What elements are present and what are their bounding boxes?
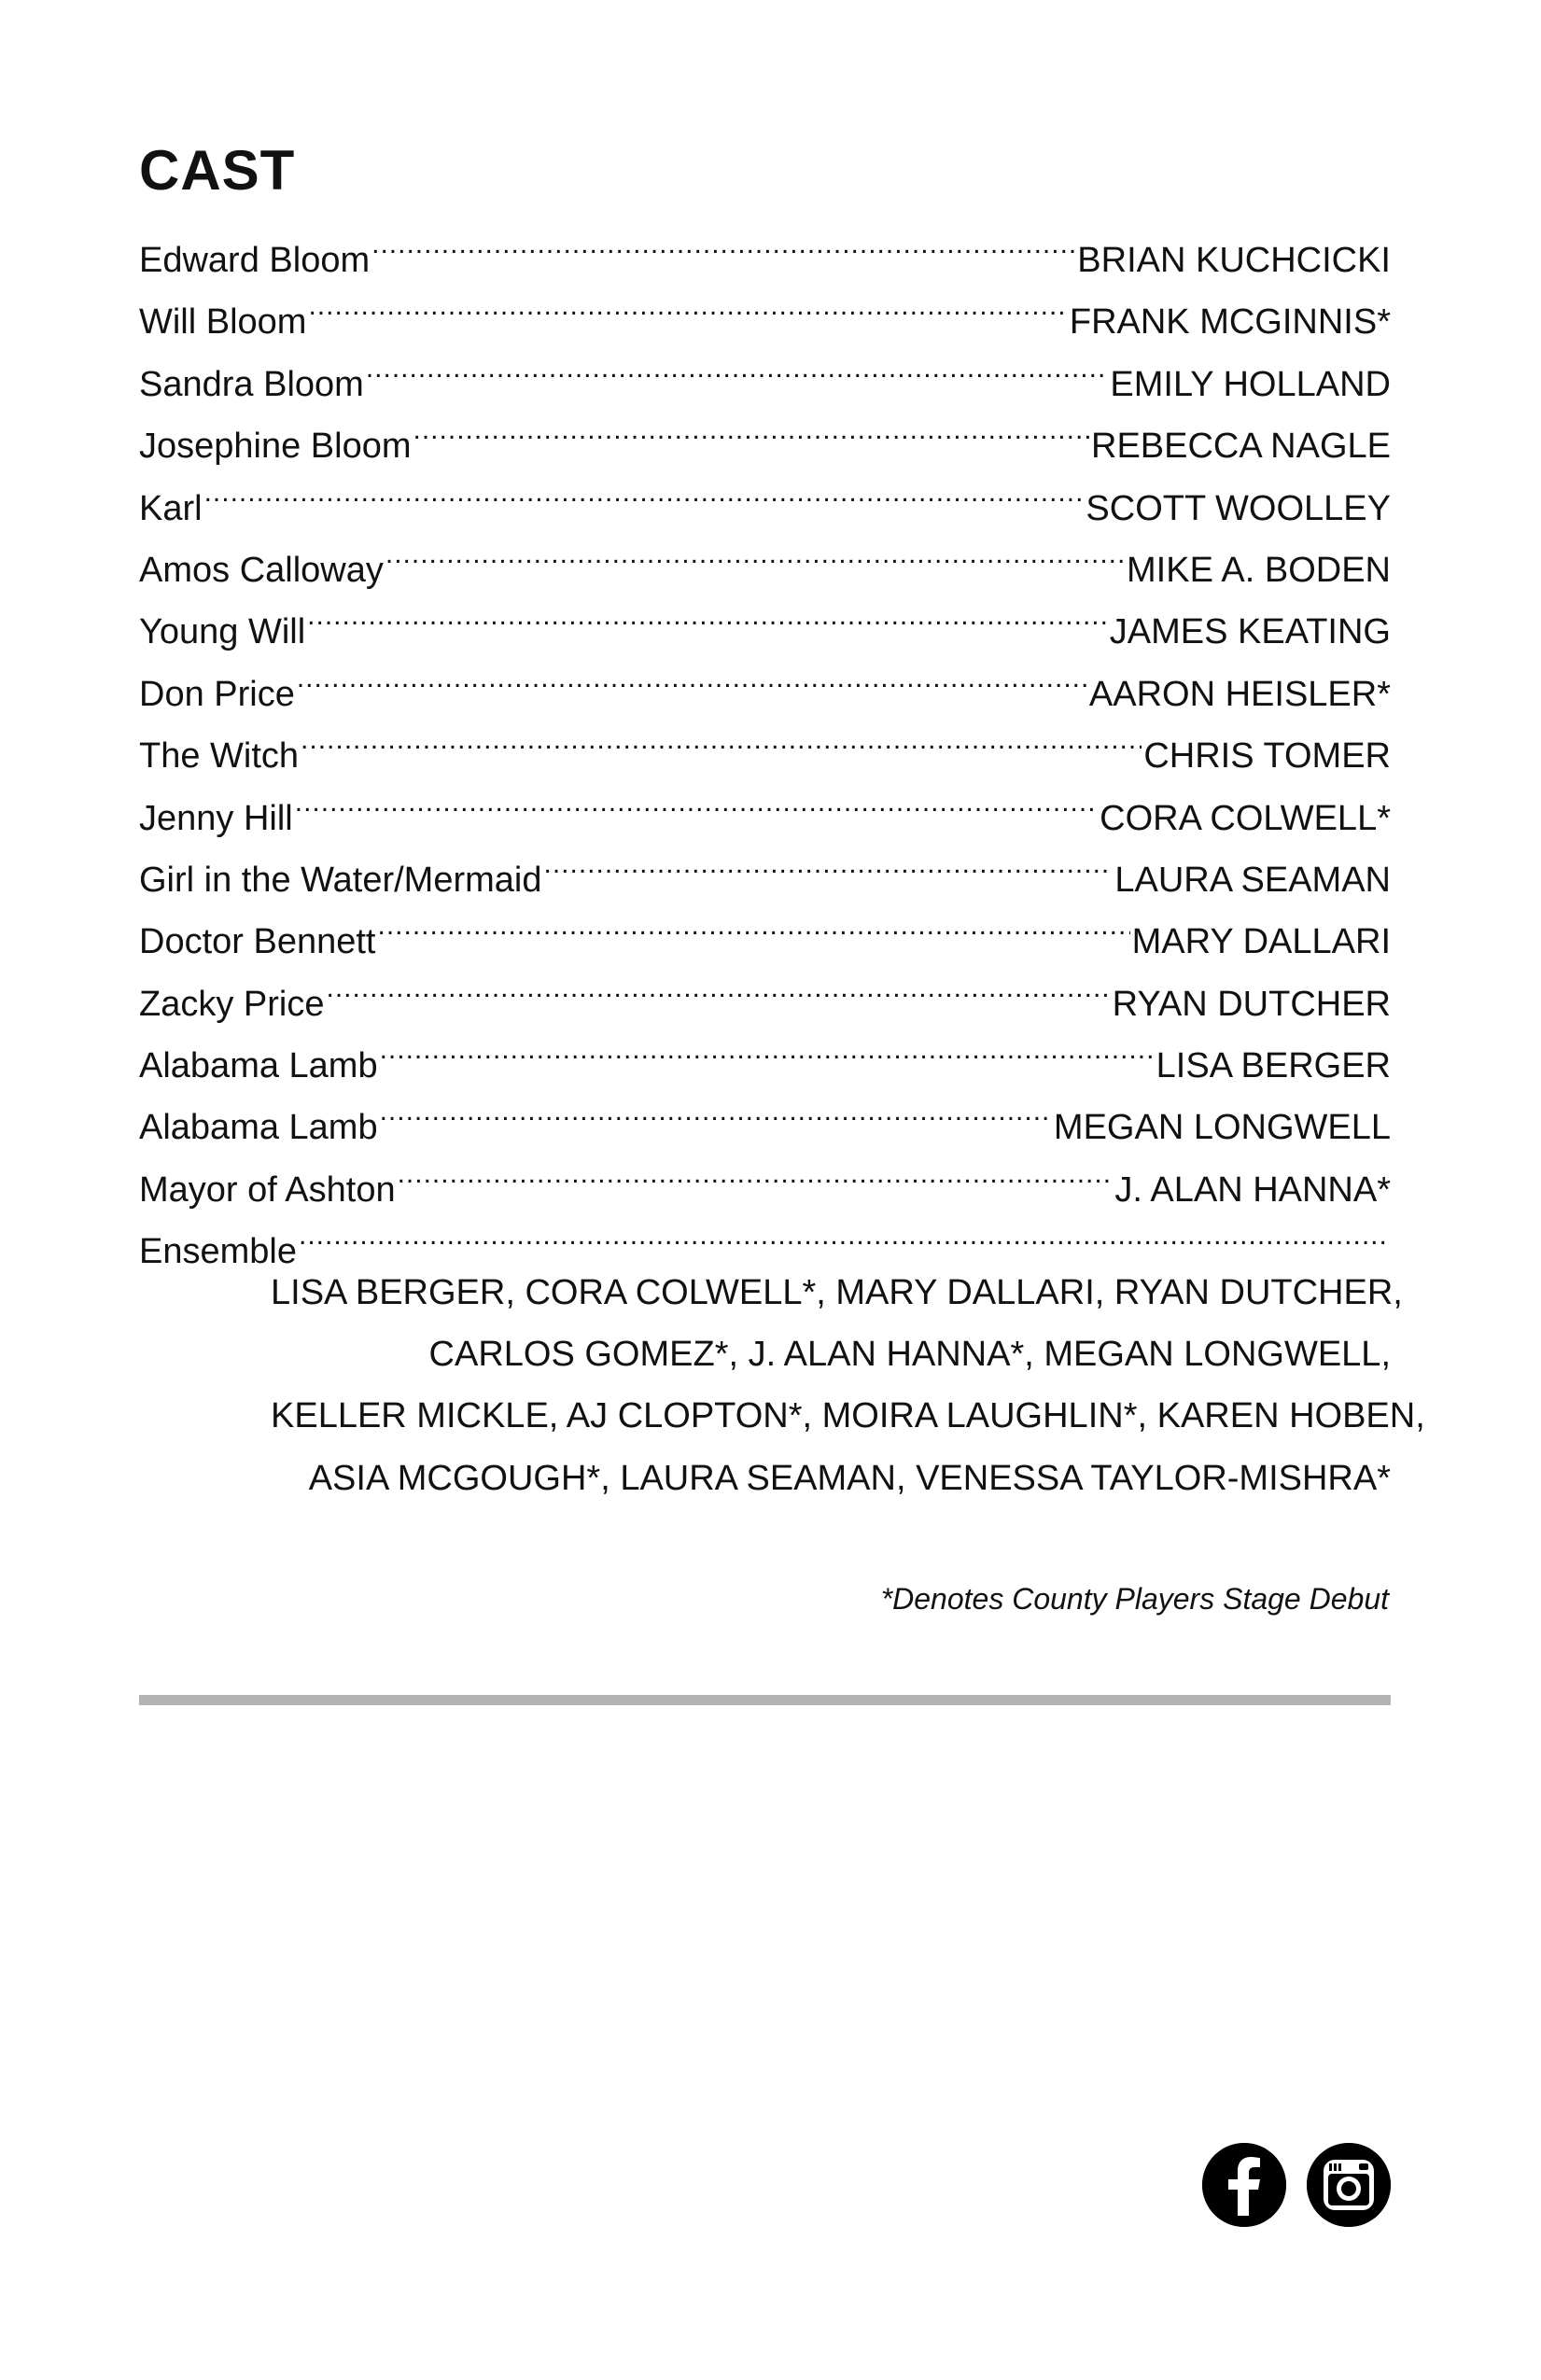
ensemble-line: KELLER MICKLE, AJ CLOPTON*, MOIRA LAUGHLIN*, KAREN HOBEN, [271,1396,1425,1436]
dot-leader [385,520,1125,581]
dot-leader [543,830,1113,891]
ensemble-line: CARLOS GOMEZ*, J. ALAN HANNA*, MEGAN LONGWELL, [428,1335,1391,1375]
dot-leader [398,1140,1114,1201]
actor-name: LAURA SEAMAN [1114,860,1391,900]
actor-name: EMILY HOLLAND [1110,364,1391,404]
facebook-icon[interactable] [1202,2143,1286,2227]
ensemble-names [271,1262,1425,1509]
actor-name: REBECCA NAGLE [1091,427,1391,467]
role-name: Ensemble [139,1232,297,1272]
cast-row [139,210,1391,280]
actor-name: LISA BERGER [1156,1046,1391,1086]
role-name: Josephine Bloom [139,427,412,467]
dot-leader [380,1077,1052,1139]
role-name: Jenny Hill [139,798,293,838]
role-name: Girl in the Water/Mermaid [139,860,542,900]
role-name: Karl [139,488,203,528]
role-name: Zacky Price [139,984,325,1024]
ensemble-line: ASIA MCGOUGH*, LAURA SEAMAN, VENESSA TAYLOR-MISHRA* [308,1458,1391,1498]
actor-name: BRIAN KUCHCICKI [1077,241,1391,280]
dot-leader [380,1015,1155,1077]
role-name: Sandra Bloom [139,364,364,404]
dot-leader [204,458,1085,520]
actor-name: RYAN DUTCHER [1112,984,1391,1024]
actor-name: SCOTT WOOLLEY [1086,488,1391,528]
actor-name: CORA COLWELL* [1100,798,1391,838]
instagram-icon[interactable] [1307,2143,1391,2227]
cast-row [139,1201,1391,1272]
dot-leader [297,644,1087,706]
actor-name: J. ALAN HANNA* [1114,1169,1391,1210]
social-links [1202,2143,1391,2227]
actor-name: CHRIS TOMER [1143,736,1391,777]
debut-footnote: *Denotes County Players Stage Debut [880,1582,1389,1616]
dot-leader [301,706,1142,767]
actor-name: FRANK MCGINNIS* [1069,302,1391,343]
actor-name: MEGAN LONGWELL [1053,1108,1391,1148]
dot-leader [307,581,1108,643]
role-name: Amos Calloway [139,550,384,590]
role-name: Mayor of Ashton [139,1169,396,1210]
role-name: Alabama Lamb [139,1108,378,1148]
cast-list [139,210,1391,1272]
divider-rule [139,1695,1391,1705]
dot-leader [371,210,1075,272]
dot-leader [377,891,1129,953]
role-name: The Witch [139,736,300,777]
actor-name: JAMES KEATING [1109,612,1391,652]
ensemble-line: LISA BERGER, CORA COLWELL*, MARY DALLARI, RYAN DUTCHER, [271,1273,1403,1312]
role-name: Doctor Bennett [139,922,376,962]
role-name: Don Price [139,674,295,714]
dot-leader [308,272,1067,333]
dot-leader [295,768,1098,830]
dot-leader [299,1201,1389,1263]
actor-name: AARON HEISLER* [1088,674,1391,714]
actor-name: MARY DALLARI [1131,922,1391,962]
role-name: Edward Bloom [139,241,371,280]
dot-leader [413,396,1089,457]
dot-leader [326,954,1110,1015]
role-name: Will Bloom [139,302,307,343]
dot-leader [366,334,1109,396]
role-name: Young Will [139,612,306,652]
cast-heading: CAST [139,139,296,202]
role-name: Alabama Lamb [139,1046,378,1086]
actor-name: MIKE A. BODEN [1127,550,1391,590]
